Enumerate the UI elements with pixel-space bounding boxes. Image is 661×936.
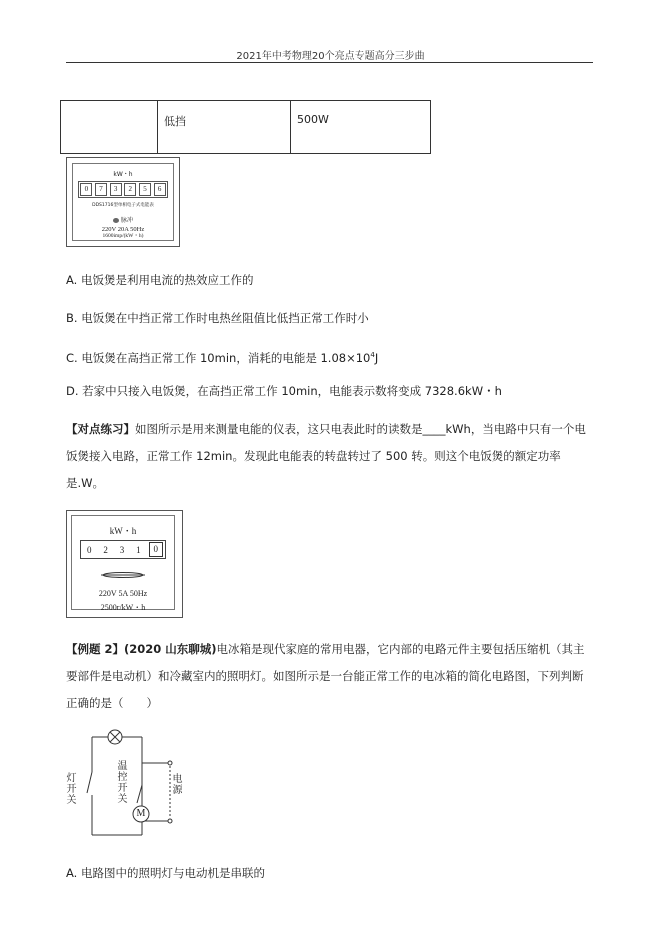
meter-digit: 3 bbox=[110, 183, 122, 196]
power-table bbox=[60, 100, 431, 154]
meter-digits bbox=[80, 540, 166, 559]
pulse-label: 脉冲 bbox=[120, 217, 133, 224]
meter-spec-line: 220V 5A 50Hz bbox=[98, 589, 148, 598]
meter-model: DDS1716型单相电子式电能表 bbox=[92, 203, 154, 208]
page-header: 2021年中考物理20个亮点专题高分三步曲 bbox=[236, 51, 425, 62]
header-rule bbox=[66, 62, 593, 63]
table-cell: 500W bbox=[291, 101, 431, 154]
meter-digit: 2 bbox=[124, 183, 136, 196]
example-text: 电冰箱是现代家庭的常用电器，它内部的电路元件主要包括压缩机（其主要部件是电动机）和冷藏室内的照明灯。如图所示是一台能正常工作的电冰箱的简化电路图，下列判断正确的是（ ） bbox=[66, 642, 585, 710]
power-label: 电源 bbox=[172, 774, 183, 796]
meter-panel bbox=[72, 163, 174, 241]
practice-text: 如图所示是用来测量电能的仪表，这只电表此时的读数是____kWh，当电路中只有一个电饭煲接入电路，正常工作 12min。发现此电能表的转盘转过了 500 转。则这个电饭煲的额定功率是.W。 bbox=[66, 422, 586, 490]
pulse-indicator-icon bbox=[113, 218, 119, 223]
meter-disc-icon bbox=[100, 570, 146, 580]
meter-pulse bbox=[73, 215, 173, 224]
lamp-icon bbox=[107, 729, 123, 745]
meter-digit: 1 bbox=[136, 544, 141, 555]
meter-unit: kW・h bbox=[109, 526, 137, 536]
thermo-switch-label: 温控开关 bbox=[117, 761, 128, 805]
meter-panel bbox=[71, 515, 175, 610]
option-c-unit: J bbox=[374, 350, 379, 365]
option-a: A. 电饭煲是利用电流的热效应工作的 bbox=[66, 273, 254, 287]
table-row bbox=[61, 101, 431, 154]
meter-digit: 3 bbox=[119, 544, 125, 555]
electric-meter-figure-2 bbox=[66, 510, 183, 618]
meter-spec-line: 2500r/kW・h bbox=[100, 603, 146, 612]
meter-spec-line: 1600imp/(kW・h) bbox=[102, 233, 144, 239]
practice-tag: 【对点练习】 bbox=[66, 422, 135, 436]
table-cell: 低挡 bbox=[158, 101, 291, 154]
meter-digit: 5 bbox=[139, 183, 151, 196]
option-c-text: C. 电饭煲在高挡正常工作 10min，消耗的电能是 1.08×10 bbox=[66, 350, 371, 365]
meter-digits bbox=[78, 181, 168, 198]
option-c bbox=[66, 348, 378, 366]
meter-unit: kW・h bbox=[113, 171, 133, 178]
meter-spec-line: 220V 20A 50Hz bbox=[101, 226, 145, 233]
meter-digit: 2 bbox=[103, 544, 108, 555]
meter-digit: 0 bbox=[86, 544, 92, 555]
meter-digit: 0 bbox=[80, 183, 92, 196]
meter-spec bbox=[73, 226, 173, 240]
lamp-switch-label: 灯开关 bbox=[66, 773, 77, 806]
option2-a: A. 电路图中的照明灯与电动机是串联的 bbox=[66, 866, 265, 880]
motor-label: M bbox=[136, 808, 146, 819]
option-d: D. 若家中只接入电饭煲，在高挡正常工作 10min，电能表示数将变成 7328.6kW・h bbox=[66, 384, 502, 398]
electric-meter-figure-1 bbox=[66, 157, 180, 247]
meter-digit: 6 bbox=[154, 183, 166, 196]
example-paragraph bbox=[66, 636, 594, 717]
option-b: B. 电饭煲在中挡正常工作时电热丝阻值比低挡正常工作时小 bbox=[66, 311, 369, 325]
example-tag: 【例题 2】(2020 山东聊城) bbox=[66, 642, 217, 656]
practice-paragraph bbox=[66, 416, 594, 497]
option-c-sup: 4 bbox=[370, 351, 375, 359]
meter-digit: 0 bbox=[149, 542, 163, 557]
table-cell bbox=[61, 101, 158, 154]
meter-digit: 7 bbox=[95, 183, 107, 196]
